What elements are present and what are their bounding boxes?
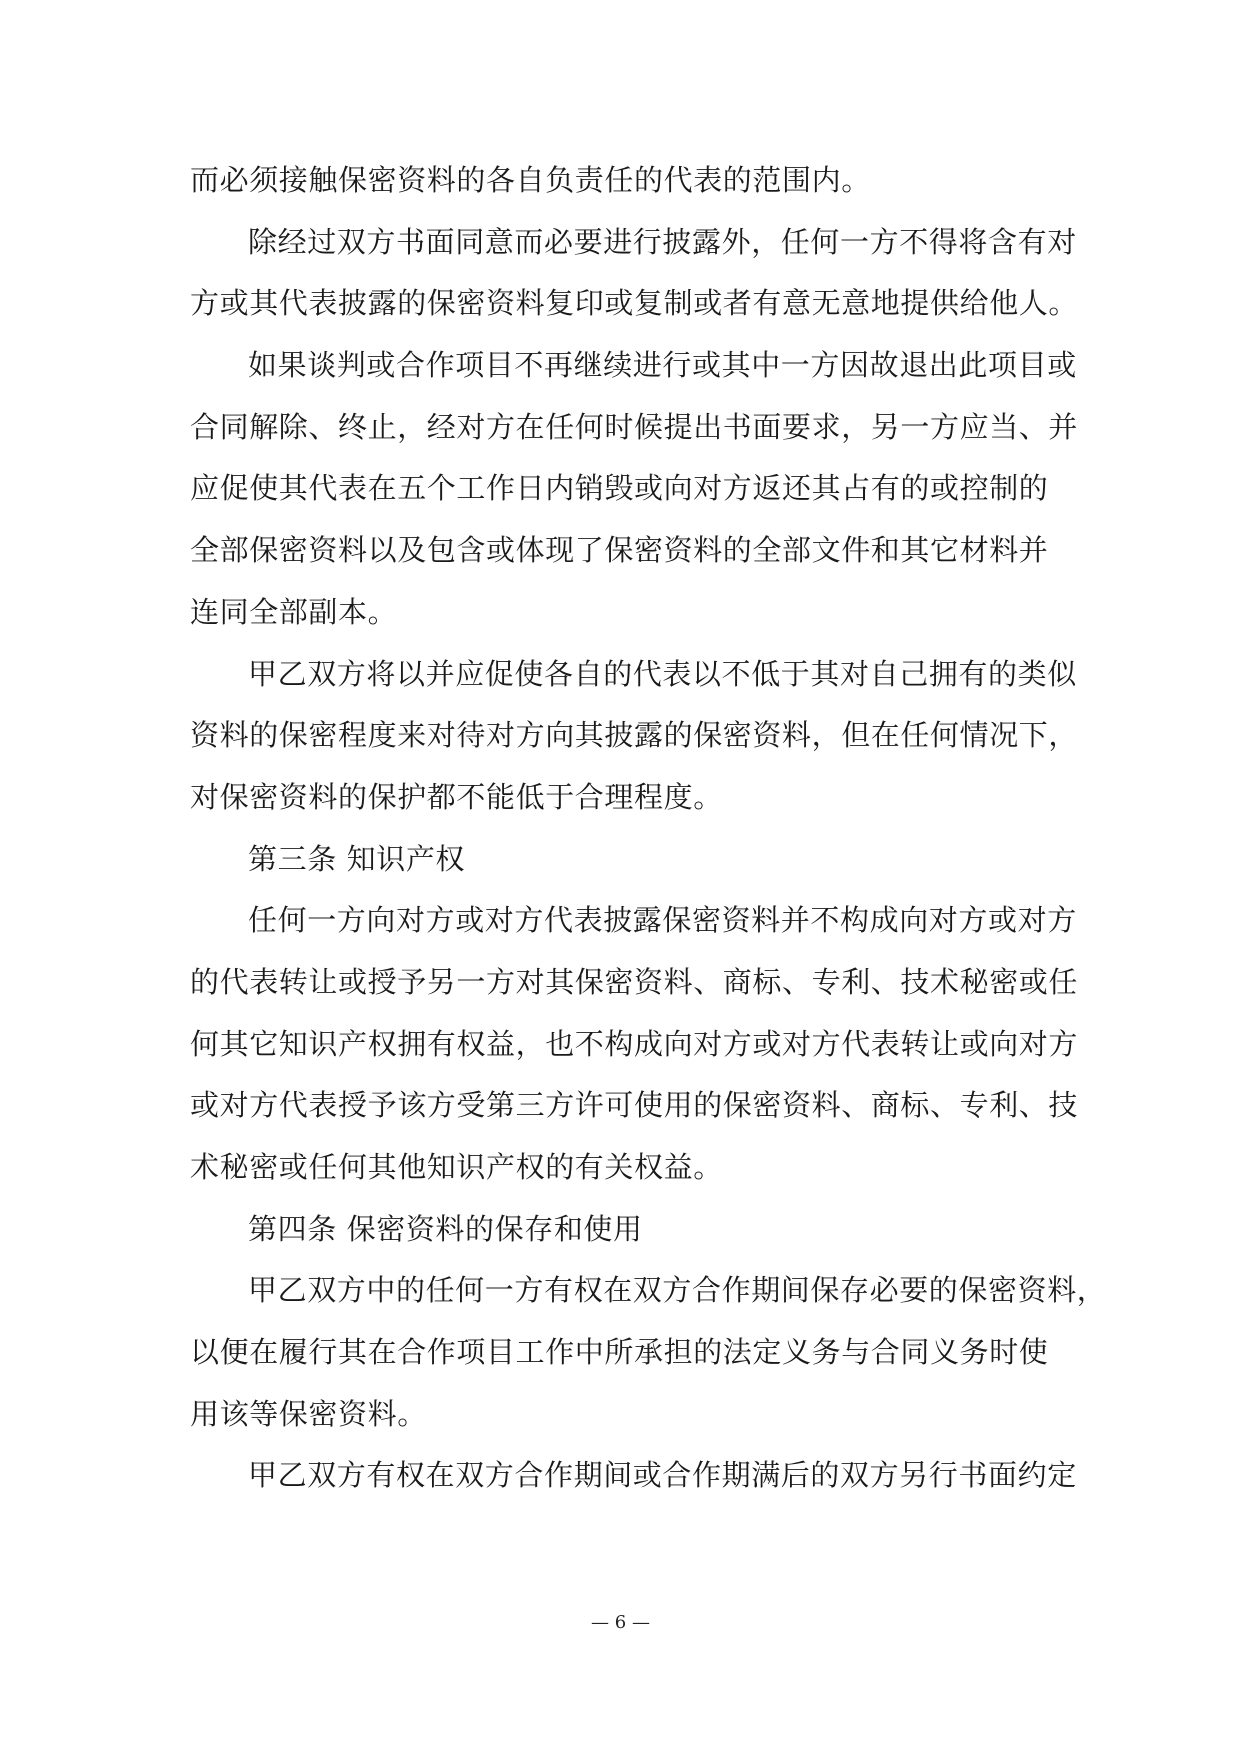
- text-line: 如果谈判或合作项目不再继续进行或其中一方因故退出此项目或: [248, 348, 1077, 383]
- text-line: 甲乙双方将以并应促使各自的代表以不低于其对自己拥有的类似: [248, 656, 1077, 691]
- text-line: 资料的保密程度来对待对方向其披露的保密资料，但在任何情况下，: [190, 718, 1079, 753]
- text-line: 而必须接触保密资料的各自负责任的代表的范围内。: [190, 163, 871, 197]
- body-text: [190, 150, 1107, 1507]
- text-line: 术秘密或任何其他知识产权的有关权益。: [190, 1150, 723, 1184]
- text-line: 以便在履行其在合作项目工作中所承担的法定义务与合同义务时使: [190, 1335, 1049, 1370]
- text-line: 用该等保密资料。: [190, 1396, 427, 1431]
- page-number: — 6 —: [591, 1612, 650, 1633]
- text-line: 第四条 保密资料的保存和使用: [248, 1211, 643, 1246]
- text-line: 任何一方向对方或对方代表披露保密资料并不构成向对方或对方: [248, 903, 1077, 938]
- text-line: 的代表转让或授予另一方对其保密资料、商标、专利、技术秘密或任: [190, 964, 1079, 999]
- text-line: 第三条 知识产权: [248, 841, 466, 876]
- text-line: 何其它知识产权拥有权益，也不构成向对方或对方代表转让或向对方: [190, 1026, 1079, 1061]
- text-line: 连同全部副本。: [190, 594, 398, 629]
- text-line: 甲乙双方有权在双方合作期间或合作期满后的双方另行书面约定: [248, 1458, 1077, 1493]
- text-line: 或对方代表授予该方受第三方许可使用的保密资料、商标、专利、技: [190, 1088, 1079, 1123]
- text-line: 甲乙双方中的任何一方有权在双方合作期间保存必要的保密资料，: [248, 1273, 1107, 1308]
- text-line: 全部保密资料以及包含或体现了保密资料的全部文件和其它材料并: [190, 533, 1049, 568]
- text-line: 方或其代表披露的保密资料复印或复制或者有意无意地提供给他人。: [190, 286, 1079, 321]
- text-line: 除经过双方书面同意而必要进行披露外，任何一方不得将含有对: [248, 224, 1077, 259]
- text-line: 应促使其代表在五个工作日内销毁或向对方返还其占有的或控制的: [190, 471, 1049, 506]
- text-line: 合同解除、终止，经对方在任何时候提出书面要求，另一方应当、并: [190, 409, 1079, 444]
- text-line: 对保密资料的保护都不能低于合理程度。: [190, 779, 723, 814]
